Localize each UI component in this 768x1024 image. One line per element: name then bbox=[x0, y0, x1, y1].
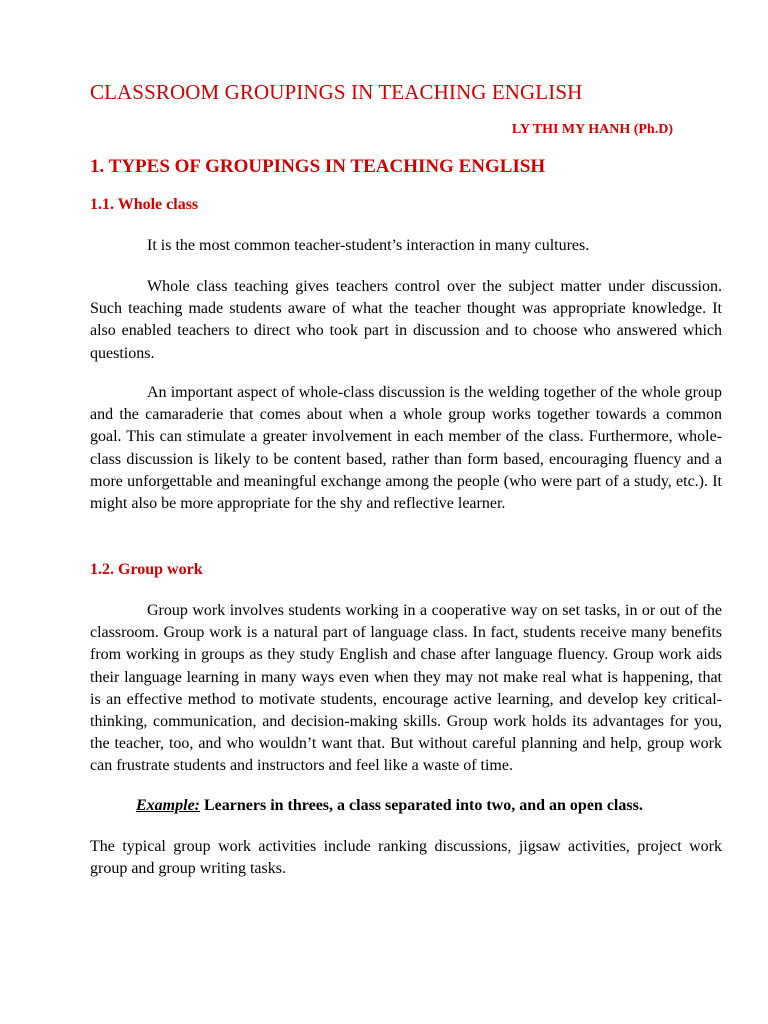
subsection-heading-whole-class: 1.1. Whole class bbox=[90, 196, 199, 213]
paragraph: It is the most common teacher-student’s interaction in many cultures. bbox=[147, 237, 590, 254]
example-label: Example: bbox=[136, 797, 200, 814]
example-line bbox=[136, 797, 643, 815]
subsection-heading-group-work: 1.2. Group work bbox=[90, 561, 203, 578]
paragraph: Whole class teaching gives teachers control over the subject matter under discussion. Such teaching made students aware of what the teacher thought was appropriate knowledge. It also enabled teachers to direct who took part in discussion and to choose who answered which questions. bbox=[90, 278, 722, 362]
document-title: CLASSROOM GROUPINGS IN TEACHING ENGLISH bbox=[90, 80, 583, 104]
example-text: Learners in threes, a class separated into two, and an open class. bbox=[200, 797, 643, 814]
author-name: LY THI MY HANH (Ph.D) bbox=[511, 122, 673, 137]
paragraph: The typical group work activities include ranking discussions, jigsaw activities, project work group and group writing tasks. bbox=[90, 838, 722, 878]
paragraph: Group work involves students working in a cooperative way on set tasks, in or out of the classroom. Group work is a natural part of language class. In fact, students receive many benefits from working in groups as they study English and chase after language fluency. Group work aids their language learning in many ways even when they may not make real what is happening, that is an effective method to motivate students, encourage active learning, and develop key critical-thinking, communication, and decision-making skills. Group work holds its advantages for you, the teacher, too, and who wouldn’t want that. But without careful planning and help, group work can frustrate students and instructors and feel like a waste of time. bbox=[90, 602, 722, 775]
section-heading: 1. TYPES OF GROUPINGS IN TEACHING ENGLISH bbox=[90, 156, 546, 177]
paragraph: An important aspect of whole-class discussion is the welding together of the whole group and the camaraderie that comes about when a whole group works together towards a common goal. This can stimulate a greater involvement in each member of the class. Furthermore, whole-class discussion is likely to be content based, rather than form based, encouraging fluency and a more unforgettable and meaningful exchange among the people (who were part of a study, etc.). It might also be more appropriate for the shy and reflective learner. bbox=[90, 384, 722, 513]
